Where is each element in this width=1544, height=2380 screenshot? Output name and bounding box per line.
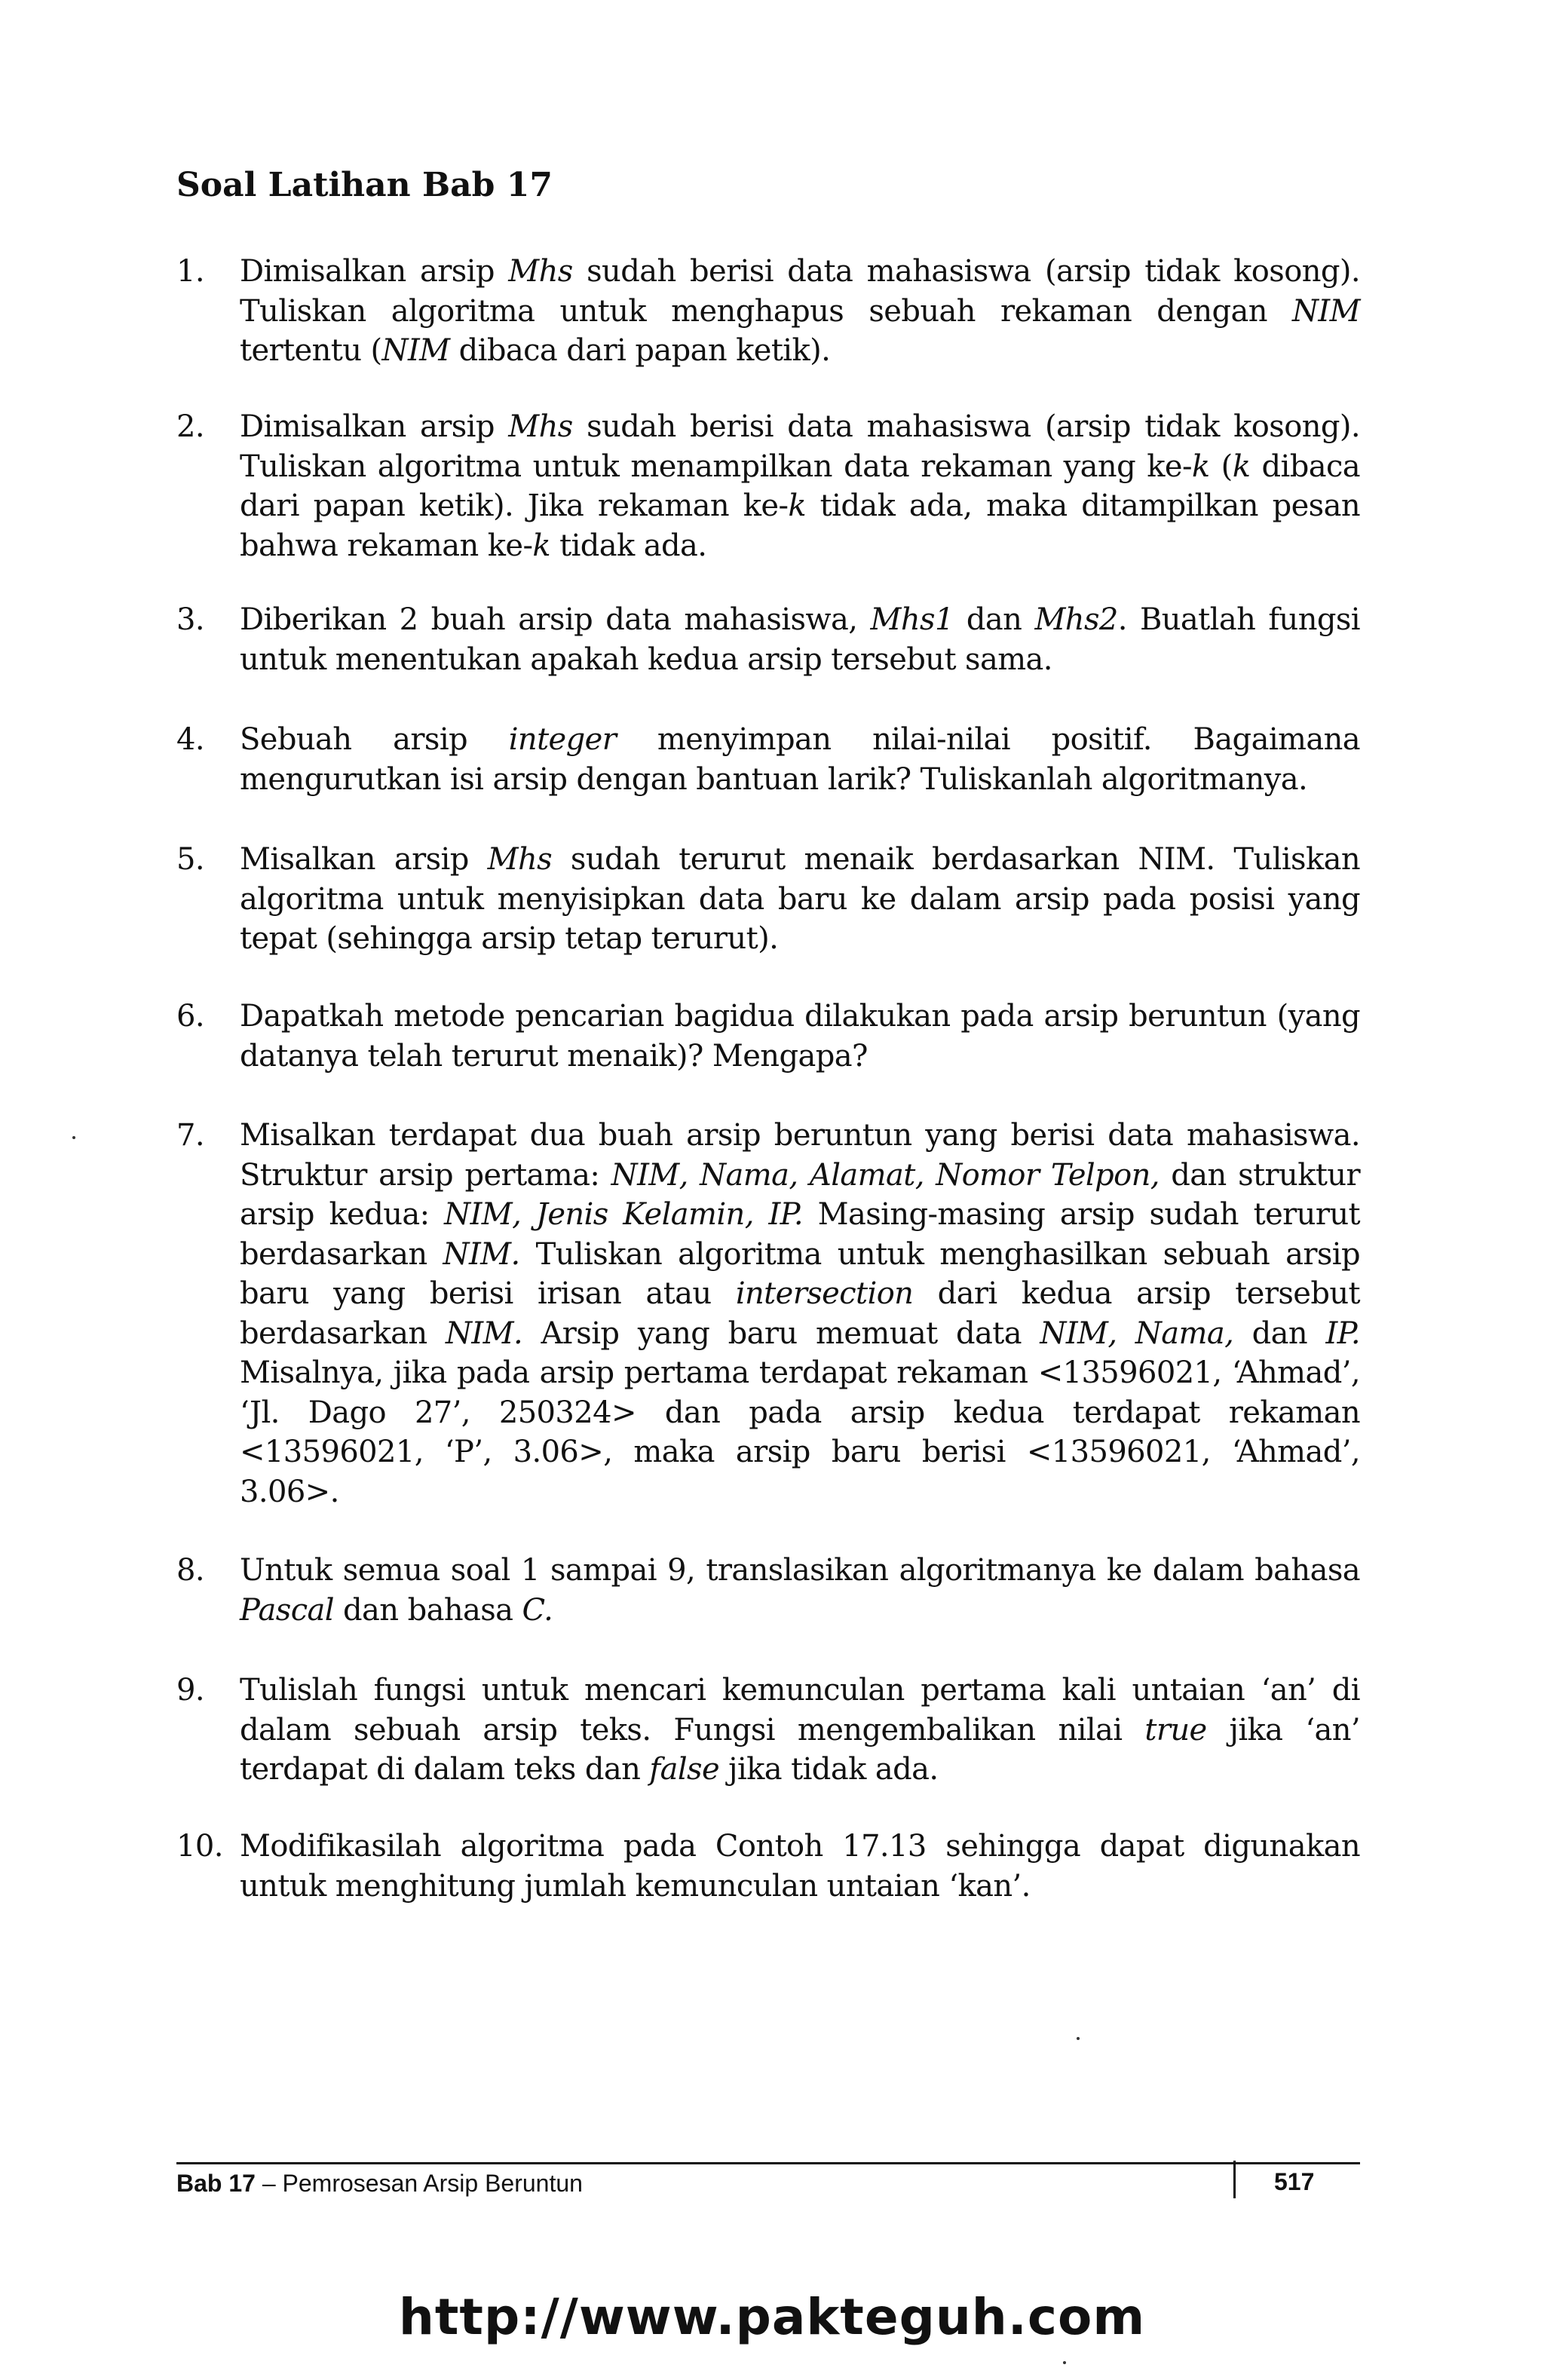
exercise-number: 7. [176,1118,204,1153]
text-run: dan [953,602,1035,637]
text-run: Tulislah fungsi untuk mencari kemunculan pertama kali untaian ‘an’ di dalam sebuah arsip teks. Fungsi mengembalikan nilai [240,1673,1360,1747]
exercise-number: 1. [176,254,204,289]
exercise-item [176,1671,1360,1790]
section-heading: Soal Latihan Bab 17 [176,166,553,204]
exercise-number: 10. [176,1829,223,1864]
emphasis-term: integer [508,722,617,757]
text-run: dan bahasa [333,1592,522,1628]
exercise-number: 3. [176,602,204,637]
emphasis-term: NIM, Nama, [1040,1316,1234,1351]
scan-speck [1077,2037,1080,2040]
text-run: Modifikasilah algoritma pada Contoh 17.13 sehingga dapat digunakan untuk menghitung jumlah kemunculan untaian ‘kan’. [240,1829,1360,1904]
emphasis-term: false [649,1752,720,1787]
emphasis-term: Mhs [508,409,573,444]
exercise-item [176,840,1360,959]
text-run: Sebuah arsip [240,722,509,757]
emphasis-term: Pascal [240,1592,334,1628]
emphasis-term: k [1232,449,1251,484]
emphasis-term: true [1144,1712,1207,1747]
text-run: tidak ada. [550,528,707,563]
exercise-text [240,1827,1360,1906]
emphasis-term: Mhs [487,842,553,877]
text-run: . Buatlah fungsi untuk menentukan apakah kedua arsip tersebut sama. [240,602,1361,677]
text-run: dan [1233,1316,1326,1351]
emphasis-term: Mhs [508,254,573,289]
exercise-number: 8. [176,1553,204,1588]
text-run: dibaca dari papan ketik). Jika rekaman ke- [240,449,1360,523]
exercise-text [240,252,1360,371]
text-run: tidak ada, maka ditampilkan pesan bahwa rekaman ke- [240,489,1360,563]
exercise-number: 6. [176,999,204,1034]
exercise-text [240,720,1360,799]
exercise-item [176,600,1360,679]
watermark-url: http://www.pakteguh.com [398,2288,1146,2346]
scan-speck [72,1136,75,1139]
text-run: Dapatkah metode pencarian bagidua dilakukan pada arsip beruntun (yang datanya telah terurut menaik)? Mengapa? [240,999,1360,1074]
text-run: Tuliskan algoritma untuk menghasilkan sebuah arsip baru yang berisi irisan atau [240,1236,1360,1311]
emphasis-term: NIM, Jenis Kelamin, IP. [444,1197,803,1232]
emphasis-term: C. [522,1592,553,1628]
exercise-number: 5. [176,842,204,877]
exercise-text [240,407,1360,565]
exercise-item [176,407,1360,565]
exercise-number: 4. [176,722,204,757]
footer-divider [1233,2161,1236,2198]
emphasis-term: k [1191,449,1210,484]
text-run: dari kedua arsip tersebut berdasarkan [240,1276,1360,1351]
exercise-item [176,1551,1360,1630]
emphasis-term: k [788,489,807,523]
text-run: Misalkan arsip [240,842,488,877]
text-run: Masing-masing arsip sudah terurut berdasarkan [240,1197,1360,1272]
exercise-text [240,1671,1360,1790]
text-run: jika ‘an’ terdapat di dalam teks dan [240,1712,1360,1787]
text-run: Diberikan 2 buah arsip data mahasiswa, [240,602,871,637]
exercise-item [176,1116,1360,1512]
text-run: sudah berisi data mahasiswa (arsip tidak kosong). Tuliskan algoritma untuk menampilkan data rekaman yang ke- [240,409,1360,484]
exercise-text [240,997,1360,1076]
text-run: menyimpan nilai-nilai positif. Bagaimana mengurutkan isi arsip dengan bantuan larik? Tuliskanlah algoritmanya. [240,722,1360,797]
text-run: Untuk semua soal 1 sampai 9, translasikan algoritmanya ke dalam bahasa [240,1553,1360,1588]
exercise-number: 2. [176,409,204,444]
emphasis-term: Mhs2 [1034,602,1118,637]
text-run: dan struktur arsip kedua: [240,1157,1360,1232]
emphasis-term: NIM [381,333,450,368]
running-footer [176,2168,583,2198]
footer-chapter: Bab 17 [176,2170,256,2197]
text-run: Misalkan terdapat dua buah arsip beruntun yang berisi data mahasiswa. Struktur arsip pertama: [240,1118,1360,1193]
footer-chapter-title: Pemrosesan Arsip Beruntun [282,2170,583,2197]
text-run: Dimisalkan arsip [240,409,509,444]
text-run: Arsip yang baru memuat data [522,1316,1040,1351]
text-run: Dimisalkan arsip [240,254,509,289]
emphasis-term: k [532,528,551,563]
text-run: sudah terurut menaik berdasarkan NIM. Tuliskan algoritma untuk menyisipkan data baru ke dalam arsip pada posisi yang tepat (sehingga arsip tetap terurut). [240,842,1361,956]
exercise-text [240,600,1360,679]
scan-speck [1063,2361,1066,2364]
text-run: ( [1209,449,1233,484]
exercise-text [240,1116,1360,1512]
exercise-item [176,720,1360,799]
exercise-text [240,1551,1360,1630]
page-number: 517 [1274,2168,1315,2195]
exercise-number: 9. [176,1673,204,1708]
emphasis-term: Mhs1 [870,602,954,637]
exercise-item [176,252,1360,371]
text-run: Misalnya, jika pada arsip pertama terdapat rekaman <13596021, ‘Ahmad’, ‘Jl. Dago 27’, 250324> dan pada arsip kedua terdapat rekaman <13596021, ‘P’, 3.06>, maka arsip baru berisi <13596021, ‘Ahmad’, 3.06>. [240,1355,1360,1509]
text-run: jika tidak ada. [719,1752,939,1787]
emphasis-term: intersection [735,1276,914,1311]
emphasis-term: NIM. [443,1236,520,1272]
emphasis-term: IP. [1325,1316,1361,1351]
emphasis-term: NIM. [446,1316,523,1351]
exercise-item [176,1827,1360,1906]
emphasis-term: NIM [1292,293,1360,329]
emphasis-term: NIM, Nama, Alamat, Nomor Telpon, [611,1157,1160,1193]
exercise-item [176,997,1360,1076]
footer-separator: – [255,2170,283,2197]
text-run: dibaca dari papan ketik). [449,333,831,368]
exercise-text [240,840,1360,959]
text-run: sudah berisi data mahasiswa (arsip tidak kosong). Tuliskan algoritma untuk menghapus sebuah rekaman dengan [240,254,1360,329]
text-run: tertentu ( [240,333,382,368]
footer-rule [176,2162,1360,2164]
